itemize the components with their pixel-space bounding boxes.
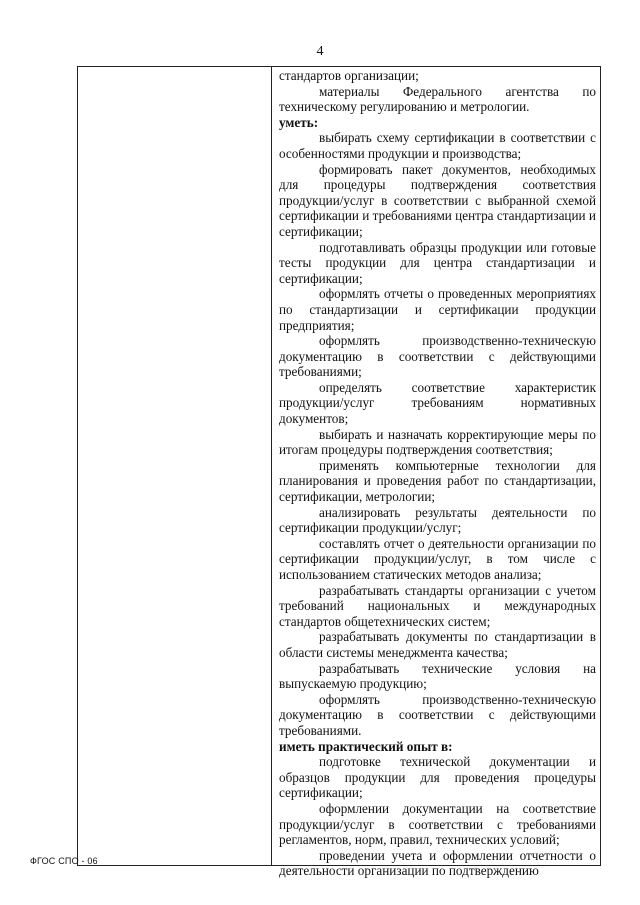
- paragraph: подготовке технической документации и образцов продукции для проведения процедуры сертификации;: [279, 754, 596, 801]
- paragraph: анализировать результаты деятельности по сертификации продукции/услуг;: [279, 504, 596, 536]
- standard-table: [77, 66, 601, 879]
- page-number: 4: [316, 44, 324, 59]
- paragraph: оформлять производственно-техническую документацию в соответствии с действующими требованиями;: [279, 333, 596, 380]
- paragraph: оформлять отчеты о проведенных мероприятиях по стандартизации и сертификации продукции предприятия;: [279, 286, 596, 333]
- paragraph: выбирать и назначать корректирующие меры по итогам процедуры подтверждения соответствия;: [279, 426, 596, 458]
- paragraph: стандартов организации;: [279, 68, 419, 83]
- paragraph: подготавливать образцы продукции или готовые тесты продукции для центра стандартизации и сертификации;: [279, 239, 596, 286]
- table-cell-content: [279, 68, 596, 879]
- paragraph: формировать пакет документов, необходимых для процедуры подтверждения соответствия продукции/услуг в соответствии с выбранной схемой сертификации и требованиями центра стандартизации и сертификации;: [279, 161, 596, 239]
- paragraph: разрабатывать технические условия на выпускаемую продукцию;: [279, 660, 596, 692]
- paragraph: материалы Федерального агентства по техническому регулированию и метрологии.: [279, 83, 596, 115]
- section-heading: уметь:: [279, 114, 319, 130]
- paragraph: выбирать схему сертификации в соответствии с особенностями продукции и производства;: [279, 130, 596, 161]
- section-heading: иметь практический опыт в:: [279, 738, 453, 754]
- footer-label: ФГОС СПО - 06: [30, 856, 98, 866]
- column-divider: [271, 67, 272, 865]
- paragraph: применять компьютерные технологии для планирования и проведения работ по стандартизации, сертификации, метрологии;: [279, 457, 596, 505]
- paragraph: оформлении документации на соответствие продукции/услуг в соответствии с требованиями регламентов, норм, правил, технических условий;: [279, 800, 596, 848]
- paragraph: разрабатывать документы по стандартизации в области системы менеджмента качества;: [279, 629, 596, 660]
- paragraph: составлять отчет о деятельности организации по сертификации продукции/услуг, в том числе с использованием статических методов анализа;: [279, 535, 596, 582]
- paragraph: проведении учета и оформлении отчетности о деятельности организации по подтверждению: [279, 847, 596, 879]
- paragraph: определять соответствие характеристик продукции/услуг требованиям нормативных документов;: [279, 379, 596, 427]
- paragraph: оформлять производственно-техническую документацию в соответствии с действующими требованиями.: [279, 691, 596, 738]
- paragraph: разрабатывать стандарты организации с учетом требований национальных и международных стандартов общетехнических систем;: [279, 582, 596, 629]
